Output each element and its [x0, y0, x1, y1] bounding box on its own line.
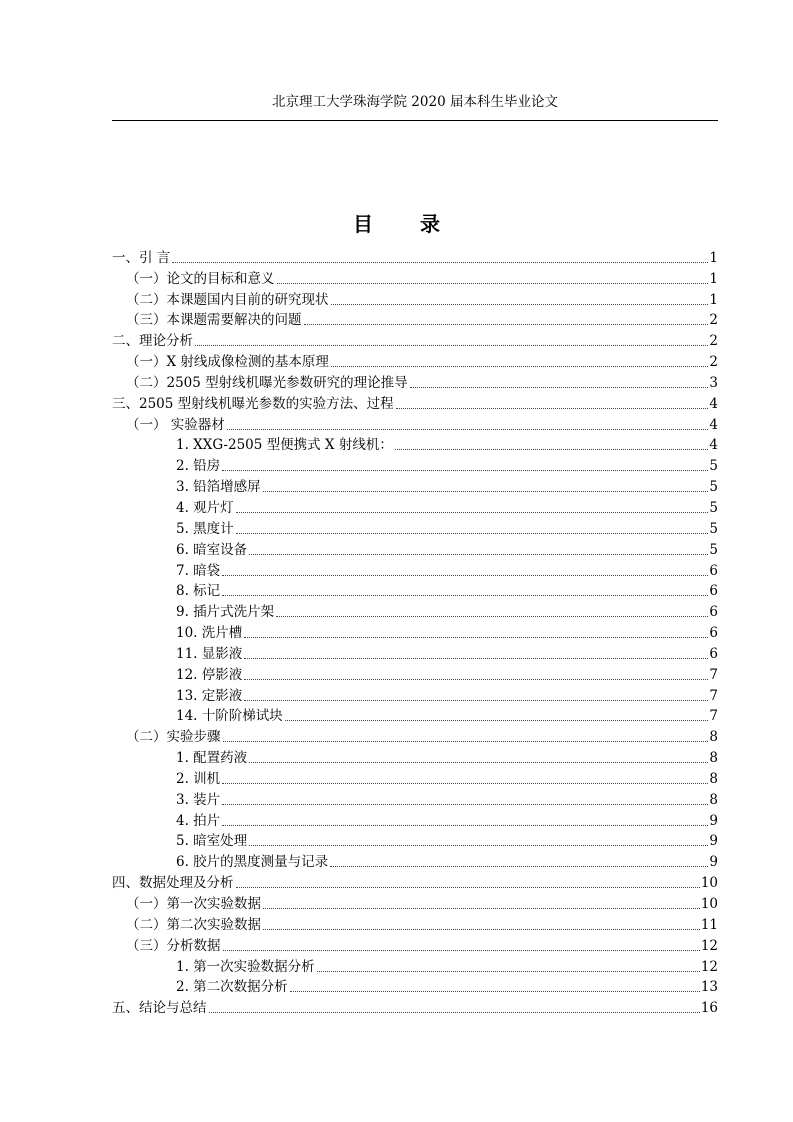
toc-leader-dots: [290, 990, 700, 992]
toc-entry-label: 14. 十阶阶梯试块: [176, 708, 283, 725]
toc-entry-label: 7. 暗袋: [176, 562, 221, 579]
toc-entry-page: 5: [709, 458, 718, 475]
toc-leader-dots: [222, 574, 708, 576]
toc-entry-page: 7: [709, 687, 718, 704]
toc-entry[interactable]: [112, 392, 718, 413]
toc-entry-label: 5. 暗室处理: [176, 833, 248, 850]
toc-entry-label: 8. 标记: [176, 583, 221, 600]
toc-leader-dots: [330, 865, 708, 867]
toc-entry-label: 2. 训机: [176, 770, 221, 787]
toc-entry-page: 6: [709, 645, 718, 662]
toc-entry-page: 2: [709, 333, 718, 350]
toc-entry[interactable]: [112, 767, 718, 788]
table-of-contents: [112, 246, 718, 1017]
toc-entry-label: （一）X 射线成像检测的基本原理: [126, 354, 329, 371]
toc-entry-label: （二）2505 型射线机曝光参数研究的理论推导: [126, 374, 408, 391]
toc-entry-page: 5: [709, 499, 718, 516]
toc-leader-dots: [244, 699, 708, 701]
toc-entry[interactable]: [112, 454, 718, 475]
toc-entry[interactable]: [112, 934, 718, 955]
toc-entry-label: 11. 显影液: [176, 645, 243, 662]
toc-entry-page: 8: [709, 791, 718, 808]
toc-entry-page: 2: [709, 354, 718, 371]
toc-leader-dots: [195, 344, 708, 346]
toc-entry[interactable]: [112, 850, 718, 871]
toc-entry-label: 四、数据处理及分析: [112, 875, 234, 892]
toc-leader-dots: [304, 323, 709, 325]
toc-entry-label: （一） 实验器材: [126, 416, 225, 433]
toc-entry-page: 6: [709, 625, 718, 642]
toc-entry-page: 9: [709, 812, 718, 829]
toc-entry[interactable]: [112, 809, 718, 830]
toc-entry-page: 12: [700, 958, 718, 975]
toc-entry-label: 4. 观片灯: [176, 499, 234, 516]
toc-leader-dots: [331, 365, 709, 367]
toc-entry[interactable]: [112, 684, 718, 705]
toc-entry-label: 1. 第一次实验数据分析: [176, 958, 315, 975]
toc-entry-label: 一、引 言: [112, 249, 171, 266]
toc-entry-page: 9: [709, 854, 718, 871]
toc-entry-label: （一）第一次实验数据: [126, 896, 261, 912]
toc-entry-page: 9: [709, 833, 718, 850]
toc-entry-label: （一）论文的目标和意义: [126, 270, 275, 287]
toc-entry-label: 10. 洗片槽: [176, 625, 243, 642]
toc-entry[interactable]: [112, 600, 718, 621]
toc-entry[interactable]: [112, 830, 718, 851]
toc-leader-dots: [172, 261, 708, 263]
toc-leader-dots: [276, 615, 708, 617]
toc-entry[interactable]: [112, 976, 718, 997]
toc-leader-dots: [249, 553, 708, 555]
toc-leader-dots: [227, 428, 709, 430]
toc-leader-dots: [249, 844, 708, 846]
header-rule: [112, 120, 718, 121]
toc-entry-label: 6. 胶片的黑度测量与记录: [176, 854, 329, 871]
toc-entry-page: 6: [709, 562, 718, 579]
toc-entry[interactable]: [112, 663, 718, 684]
toc-entry-page: 5: [709, 541, 718, 558]
toc-leader-dots: [236, 886, 700, 888]
toc-entry[interactable]: [112, 246, 718, 267]
toc-entry-label: 2. 铅房: [176, 458, 221, 475]
toc-entry-label: 6. 暗室设备: [176, 541, 248, 558]
toc-entry[interactable]: [112, 871, 718, 892]
toc-entry-page: 5: [709, 479, 718, 496]
toc-entry-page: 3: [709, 374, 718, 391]
toc-entry-label: （三）分析数据: [126, 937, 221, 954]
toc-entry-page: 8: [709, 770, 718, 787]
toc-entry[interactable]: [112, 517, 718, 538]
toc-entry[interactable]: [112, 746, 718, 767]
toc-entry[interactable]: [112, 475, 718, 496]
toc-leader-dots: [263, 928, 700, 930]
toc-entry[interactable]: [112, 788, 718, 809]
toc-entry-page: 2: [709, 312, 718, 329]
toc-entry[interactable]: [112, 288, 718, 309]
toc-title: 目 录: [353, 212, 460, 236]
toc-entry-page: 6: [709, 604, 718, 621]
toc-entry-label: 3. 铅箔增感屏: [176, 479, 261, 496]
toc-entry-page: 10: [700, 896, 718, 912]
toc-entry-page: 5: [709, 520, 718, 537]
toc-leader-dots: [223, 740, 709, 742]
toc-leader-dots: [222, 824, 708, 826]
toc-entry-label: 二、理论分析: [112, 333, 193, 350]
toc-entry-label: 1. 配置药液: [176, 750, 248, 767]
toc-entry-page: 16: [700, 1000, 718, 1017]
toc-entry[interactable]: [112, 371, 718, 392]
toc-leader-dots: [222, 469, 708, 471]
toc-entry-label: 2. 第二次数据分析: [176, 979, 288, 996]
toc-entry[interactable]: [112, 955, 718, 976]
toc-entry[interactable]: [112, 309, 718, 330]
toc-entry-page: 1: [709, 291, 718, 308]
toc-leader-dots: [277, 282, 709, 284]
toc-entry[interactable]: [112, 350, 718, 371]
toc-leader-dots: [236, 532, 709, 534]
toc-leader-dots: [263, 907, 700, 909]
toc-entry-label: 三、2505 型射线机曝光参数的实验方法、过程: [112, 395, 394, 412]
toc-entry-page: 7: [709, 708, 718, 725]
toc-leader-dots: [222, 782, 708, 784]
toc-entry-label: 4. 拍片: [176, 812, 221, 829]
toc-entry-label: （二）第二次实验数据: [126, 916, 261, 933]
toc-entry[interactable]: [112, 913, 718, 934]
toc-entry-page: 7: [709, 666, 718, 683]
toc-entry[interactable]: [112, 580, 718, 601]
toc-entry-label: 3. 装片: [176, 791, 221, 808]
toc-entry[interactable]: [112, 892, 718, 913]
toc-entry-label: 五、结论与总结: [112, 1000, 207, 1017]
toc-entry[interactable]: [112, 267, 718, 288]
toc-entry-page: 6: [709, 583, 718, 600]
toc-entry-page: 11: [700, 916, 718, 933]
toc-entry-page: 8: [709, 750, 718, 767]
toc-entry[interactable]: [112, 559, 718, 580]
toc-entry[interactable]: [112, 434, 718, 455]
toc-entry-label: 12. 停影液: [176, 666, 243, 683]
toc-entry[interactable]: [112, 413, 718, 434]
toc-leader-dots: [223, 949, 700, 951]
toc-leader-dots: [317, 970, 700, 972]
toc-leader-dots: [395, 448, 709, 450]
toc-entry[interactable]: [112, 329, 718, 350]
toc-entry-label: 5. 黑度计: [176, 520, 234, 537]
toc-entry-page: 10: [700, 875, 718, 892]
toc-entry-page: 12: [700, 937, 718, 954]
toc-leader-dots: [222, 594, 708, 596]
toc-entry[interactable]: [112, 996, 718, 1017]
toc-leader-dots: [244, 657, 708, 659]
toc-entry-page: 4: [709, 437, 718, 454]
toc-leader-dots: [263, 490, 709, 492]
toc-entry-label: 13. 定影液: [176, 687, 243, 704]
toc-entry[interactable]: [112, 725, 718, 746]
toc-entry-page: 4: [709, 395, 718, 412]
toc-entry-label: （三）本课题需要解决的问题: [126, 312, 302, 329]
toc-entry-page: 1: [709, 270, 718, 287]
toc-entry-page: 13: [700, 979, 718, 996]
toc-entry-page: 8: [709, 729, 718, 746]
running-header: 北京理工大学珠海学院 2020 届本科生毕业论文: [272, 94, 558, 110]
toc-leader-dots: [410, 386, 709, 388]
toc-leader-dots: [249, 761, 708, 763]
toc-leader-dots: [244, 678, 708, 680]
toc-leader-dots: [331, 303, 709, 305]
toc-leader-dots: [209, 1011, 700, 1013]
toc-leader-dots: [236, 511, 709, 513]
toc-entry-page: 4: [709, 416, 718, 433]
toc-leader-dots: [396, 407, 709, 409]
toc-entry[interactable]: [112, 642, 718, 663]
toc-leader-dots: [222, 803, 708, 805]
toc-entry-label: 1. XXG-2505 型便携式 X 射线机：: [176, 437, 393, 454]
toc-entry-label: 9. 插片式洗片架: [176, 604, 275, 621]
toc-entry[interactable]: [112, 496, 718, 517]
toc-entry-page: 1: [709, 249, 718, 266]
toc-entry-label: （二）本课题国内目前的研究现状: [126, 291, 329, 308]
toc-leader-dots: [244, 636, 708, 638]
toc-entry[interactable]: [112, 621, 718, 642]
toc-entry-label: （二）实验步骤: [126, 729, 221, 746]
toc-entry[interactable]: [112, 538, 718, 559]
toc-leader-dots: [285, 719, 709, 721]
toc-entry[interactable]: [112, 705, 718, 726]
